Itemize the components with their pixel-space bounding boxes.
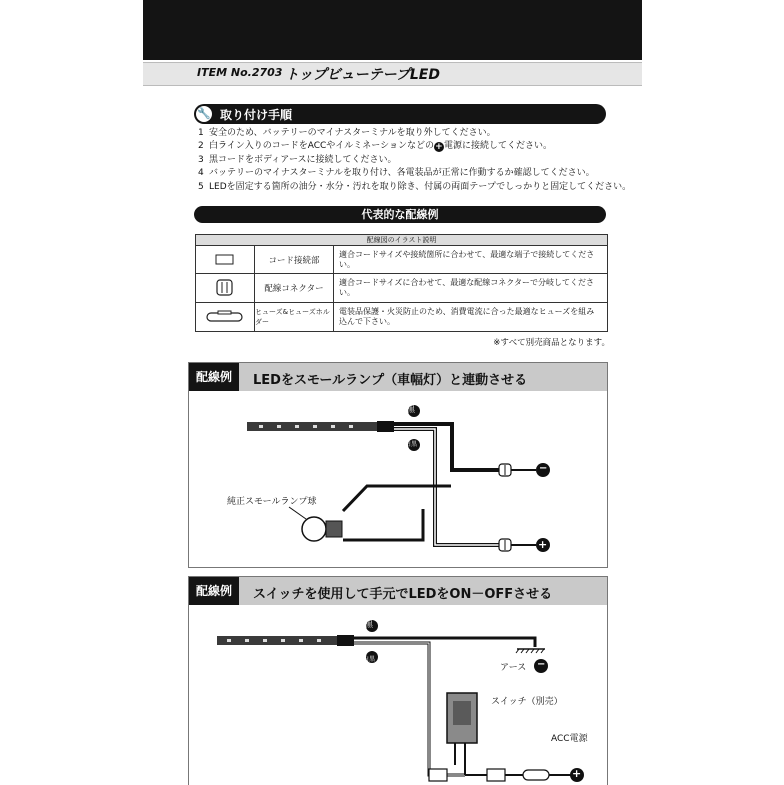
legend-row [196,246,607,274]
earth-label: アース [500,663,527,673]
wiring-connector-icon [215,278,235,298]
step-item: 3 黒コードをボディアースに接続してください。 [198,154,397,165]
item-number: ITEM No.2703 [197,66,283,79]
wiring-example-1 [188,362,608,568]
acc-label: ACC電源 [551,734,588,744]
step-item: 2 白ライン入りのコードをACCやイルミネーションなどの+電源に接続してください。 [198,141,552,153]
example-title: LEDをスモールランプ（車幅灯）と連動させる [253,373,528,388]
fuse-holder-icon [205,310,245,324]
led-strip [247,422,377,431]
example-tag: 配線例 [189,577,239,605]
install-steps [198,127,632,194]
legend-row [196,303,607,331]
legend-desc: 適合コードサイズや接続箇所に合わせて、最適な端子で接続してください。 [339,249,595,269]
legend-desc: 適合コードサイズに合わせて、最適な配線コネクターで分岐してください。 [339,278,595,297]
minus-symbol: − [539,463,548,474]
code-connection [487,769,505,781]
step-item: 4 バッテリーのマイナスターミナルを取り付け、各電装品が正常に作動するか確認してください。 [198,168,595,179]
item-header-bar [143,62,642,86]
legend-row [196,274,607,303]
step-item: 5 LEDを固定する箇所の油分・水分・汚れを取り除き、付属の両面テープでしっかりと固定してください。 [198,181,632,192]
black-label: 黒 [407,405,415,414]
wrench-icon: 🔧 [197,107,211,120]
install-section-header [194,104,606,124]
plus-symbol: + [572,767,582,780]
example-title: スイッチを使用して手元でLEDをON－OFFさせる [253,587,553,602]
legend-header: 配線図のイラスト説明 [196,235,607,246]
example-header [189,363,607,391]
fuse-holder [523,770,549,780]
bulb-label: 純正スモールランプ球 [227,497,317,507]
wiring-section-header: 代表的な配線例 [194,206,606,223]
product-name: トップビューテープLED [285,67,440,83]
step-item: 1 安全のため、バッテリーのマイナスターミナルを取り外してください。 [198,128,496,138]
bulb-socket [326,521,342,537]
wiring-example-2 [188,576,608,785]
legend-name: ヒューズ&ヒューズホルダー [255,303,334,331]
connector [429,769,447,781]
minus-symbol: − [537,659,546,670]
top-banner [143,0,642,60]
example-header [189,577,607,605]
example-tag: 配線例 [189,363,239,391]
code-connection-icon [215,254,235,266]
led-strip-end [337,635,354,646]
install-title: 取り付け手順 [220,108,293,122]
plus-symbol: + [538,538,548,551]
legend-name: 配線コネクター [255,274,334,302]
legend-table [195,234,608,332]
black-label: 黒 [365,620,373,629]
white-label: 白黒 [405,441,418,448]
led-strip-end [377,421,394,432]
switch-label: スイッチ（別売） [491,697,563,707]
bulb-icon [302,517,326,541]
plus-circle-icon: + [435,142,443,153]
footnote: ※すべて別売商品となります。 [493,338,610,348]
legend-name: コード接続部 [255,246,334,273]
white-label: 白黒 [363,656,376,663]
legend-desc: 電装品保護・火災防止のため、消費電流に合った最適なヒューズを組み込んで下さい。 [339,307,595,326]
